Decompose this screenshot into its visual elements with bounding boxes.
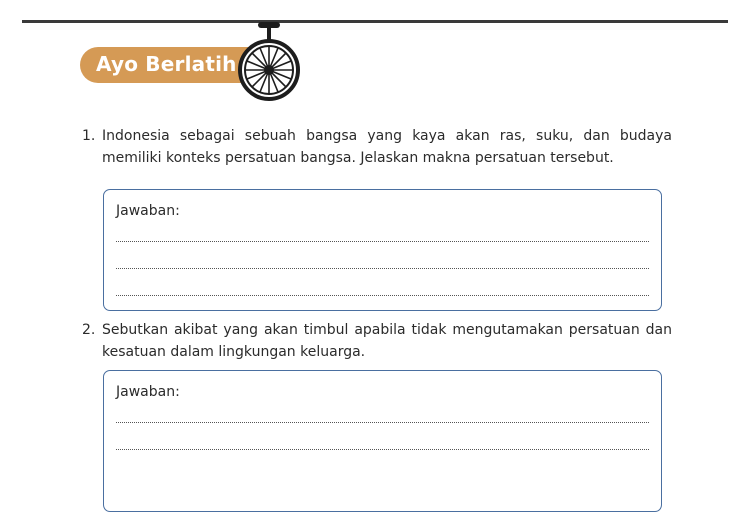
question-2 <box>82 319 672 363</box>
section-title: Ayo Berlatih <box>96 52 237 76</box>
answer-line[interactable] <box>116 449 649 450</box>
question-text: Indonesia sebagai sebuah bangsa yang kaya akan ras, suku, dan budaya memiliki konteks persatuan bangsa. Jelaskan makna persatuan tersebut. <box>102 128 672 166</box>
answer-label: Jawaban: <box>116 384 180 400</box>
question-1 <box>82 125 672 169</box>
top-divider <box>22 20 728 23</box>
answer-line[interactable] <box>116 241 649 242</box>
answer-box-2[interactable] <box>103 370 662 512</box>
unicycle-wheel-icon <box>236 22 302 102</box>
question-number: 1. <box>82 128 96 144</box>
answer-line[interactable] <box>116 268 649 269</box>
answer-box-1[interactable] <box>103 189 662 311</box>
answer-line[interactable] <box>116 295 649 296</box>
answer-label: Jawaban: <box>116 203 180 219</box>
question-number: 2. <box>82 322 96 338</box>
question-text: Sebutkan akibat yang akan timbul apabila tidak mengutamakan persatuan dan kesatuan dalam lingkungan keluarga. <box>102 322 672 360</box>
answer-line[interactable] <box>116 422 649 423</box>
